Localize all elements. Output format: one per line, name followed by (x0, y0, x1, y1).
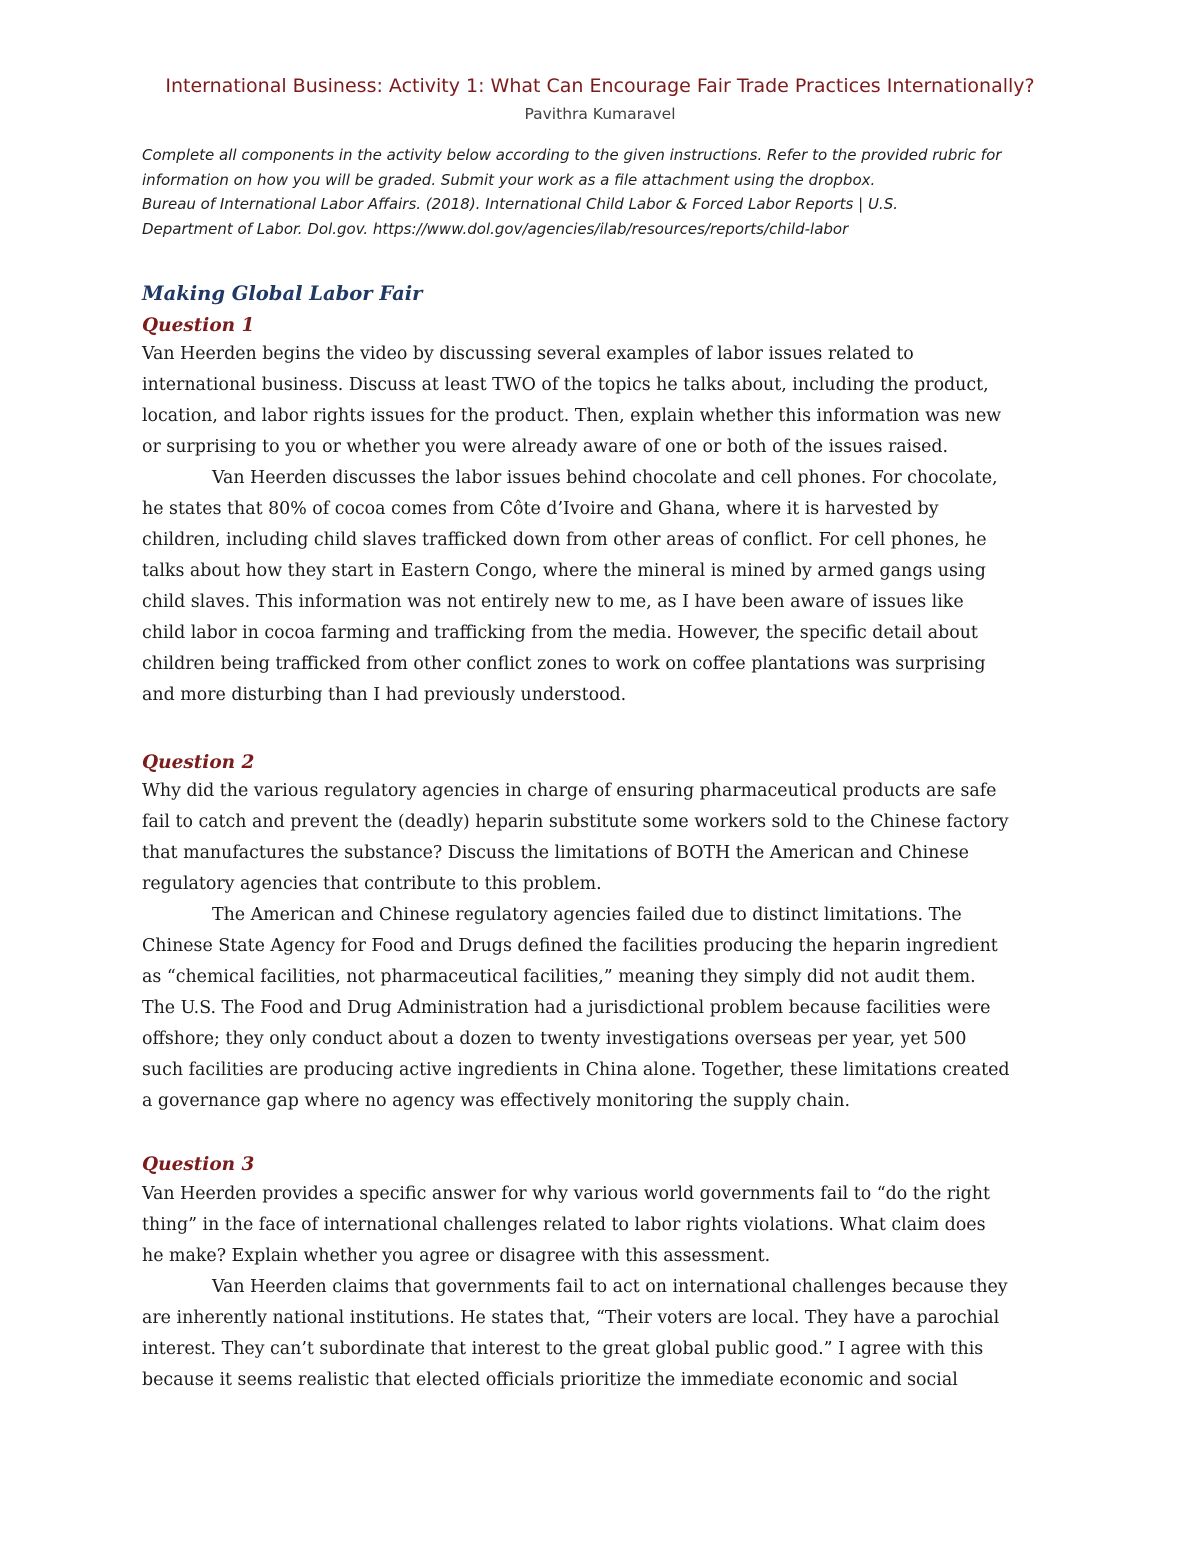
question-2-prompt-line: fail to catch and prevent the (deadly) heparin substitute some workers sold to the Chinese factory (142, 812, 1009, 832)
question-1-block (142, 339, 1082, 711)
instructions-line: information on how you will be graded. Submit your work as a file attachment using the dropbox. (142, 170, 876, 189)
citation-line: Department of Labor. Dol.gov. https://www.dol.gov/agencies/ilab/resources/reports/child-labor (142, 219, 849, 238)
section-heading: Making Global Labor Fair (142, 282, 423, 305)
question-3-answer-line: because it seems realistic that elected officials prioritize the immediate economic and social (142, 1370, 958, 1390)
citation-line: Bureau of International Labor Affairs. (2018). International Child Labor & Forced Labor Reports | U.S. (142, 195, 898, 213)
question-1-answer-line: children being trafficked from other conflict zones to work on coffee plantations was surprising (142, 654, 986, 674)
question-1-answer-line: and more disturbing than I had previously understood. (142, 685, 627, 705)
question-2-answer-line: such facilities are producing active ingredients in China alone. Together, these limitations created (142, 1060, 1010, 1080)
question-1-answer-line: he states that 80% of cocoa comes from Côte d’Ivoire and Ghana, where it is harvested by (142, 499, 939, 519)
question-2-heading: Question 2 (142, 752, 255, 773)
question-2-block (142, 776, 1082, 1117)
question-1-answer-line: Van Heerden discusses the labor issues behind chocolate and cell phones. For chocolate, (212, 468, 998, 488)
question-1-answer-line: children, including child slaves trafficked down from other areas of conflict. For cell phones, he (142, 530, 987, 550)
question-2-answer-line: The American and Chinese regulatory agencies failed due to distinct limitations. The (212, 905, 962, 925)
document-title: International Business: Activity 1: What Can Encourage Fair Trade Practices Internationally? (165, 75, 1035, 97)
question-1-prompt-line: international business. Discuss at least TWO of the topics he talks about, including the product, (142, 375, 989, 395)
question-1-prompt-line: or surprising to you or whether you were already aware of one or both of the issues raised. (142, 437, 949, 457)
question-1-answer-line: child slaves. This information was not entirely new to me, as I have been aware of issues like (142, 592, 964, 612)
instructions-line: Complete all components in the activity below according to the given instructions. Refer to the provided rubric for (142, 146, 1002, 164)
instructions-block (142, 143, 1072, 241)
question-3-block (142, 1179, 1082, 1396)
question-1-prompt-line: Van Heerden begins the video by discussing several examples of labor issues related to (142, 344, 914, 364)
question-3-answer-line: interest. They can’t subordinate that interest to the great global public good.” I agree with this (142, 1339, 984, 1359)
question-1-answer-line: child labor in cocoa farming and trafficking from the media. However, the specific detail about (142, 623, 978, 643)
question-2-answer-line: offshore; they only conduct about a dozen to twenty investigations overseas per year, yet 500 (142, 1029, 967, 1049)
question-2-answer-line: Chinese State Agency for Food and Drugs defined the facilities producing the heparin ingredient (142, 936, 998, 956)
question-3-prompt-line: thing” in the face of international challenges related to labor rights violations. What claim does (142, 1215, 986, 1235)
question-3-prompt-line: he make? Explain whether you agree or disagree with this assessment. (142, 1246, 771, 1266)
question-3-heading: Question 3 (142, 1154, 255, 1175)
question-2-answer-line: as “chemical facilities, not pharmaceutical facilities,” meaning they simply did not audit them. (142, 967, 976, 987)
question-1-prompt-line: location, and labor rights issues for the product. Then, explain whether this information was new (142, 406, 1002, 426)
question-1-answer-line: talks about how they start in Eastern Congo, where the mineral is mined by armed gangs using (142, 561, 986, 581)
question-3-answer-line: are inherently national institutions. He states that, “Their voters are local. They have a parochial (142, 1308, 1000, 1328)
question-2-answer-line: The U.S. The Food and Drug Administration had a jurisdictional problem because facilities were (142, 998, 991, 1018)
question-1-heading: Question 1 (142, 315, 255, 336)
question-2-prompt-line: regulatory agencies that contribute to this problem. (142, 874, 602, 894)
question-2-prompt-line: that manufactures the substance? Discuss the limitations of BOTH the American and Chinese (142, 843, 969, 863)
question-2-prompt-line: Why did the various regulatory agencies in charge of ensuring pharmaceutical products are safe (142, 781, 997, 801)
question-3-answer-line: Van Heerden claims that governments fail to act on international challenges because they (212, 1277, 1008, 1297)
question-2-answer-line: a governance gap where no agency was effectively monitoring the supply chain. (142, 1091, 851, 1111)
question-3-prompt-line: Van Heerden provides a specific answer for why various world governments fail to “do the right (142, 1184, 990, 1204)
author-name: Pavithra Kumaravel (524, 105, 676, 123)
